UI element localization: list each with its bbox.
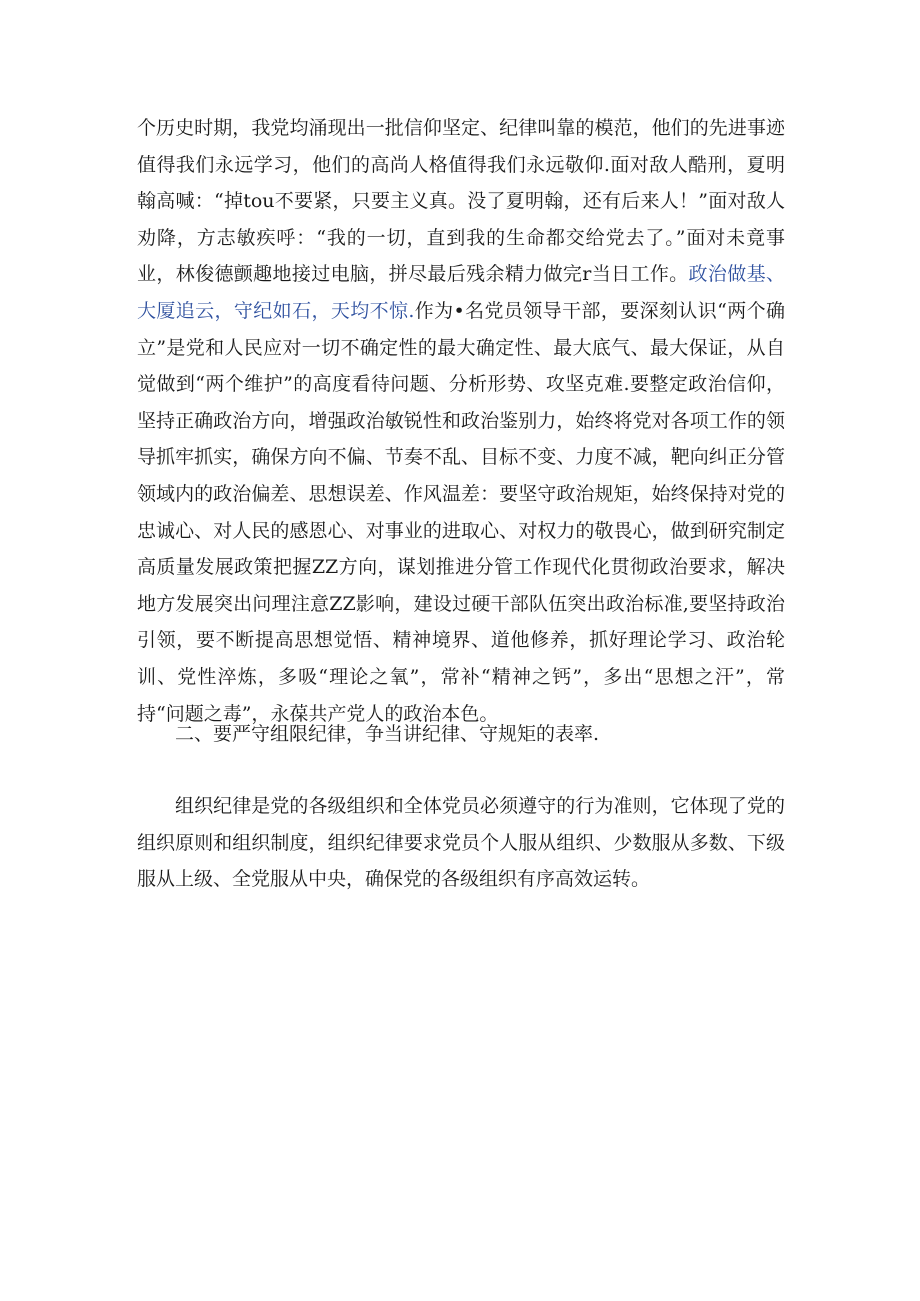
highlighted-phrase: 政治做基、大厦追云，守纪如石，天均不惊. [137, 263, 785, 322]
body-paragraph [137, 110, 785, 732]
section-heading: 二、要严守组限纪律，争当讲纪律、守规矩的表率. [175, 723, 600, 745]
paragraph-text-before: 个历史时期，我党均涌现出一批信仰坚定、纪律叫靠的模范，他们的先进事迹值得我们永远学习，他们的高尚人格值得我们永远敬仰.面对敌人酷刑，夏明翰高喊：“掉tou不要紧，只要主义真。没了夏明翰，还有后来人！”面对敌人劝降，方志敏疾呼：“我的一切，直到我的生命都交给党去了。”面对未竟事业，林俊德颤趣地接过电脑，拼尽最后残余精力做完r当日工作。 [137, 117, 785, 286]
paragraph-text-after: 作为•名党员领导干部，要深刻认识“两个确立”是党和人民应对一切不确定性的最大确定性、最大底气、最大保证，从自觉做到“两个维护”的高度看待问题、分析形势、攻坚克难.要整定政治信仰，坚持正确政治方向，增强政治敏锐性和政治鉴别力，始终将党对各项工作的领导抓牢抓实，确保方向不偏、节奏不乱、目标不变、力度不减，靶向纠正分管领域内的政治偏差、思想误差、作风温差：要坚守政治规矩，始终保持对党的忠诚心、对人民的感恩心、对事业的进取心、对权力的敬畏心，做到研究制定高质量发展政策把握ZZ方向，谋划推进分管工作现代化贯彻政治要求，解决地方发展突出问理注意ZZ影响，建设过硬干部队伍突出政治标准,要坚持政治引领，要不断提高思想觉悟、精神境界、道他修养，抓好理论学习、政治轮训、党性淬炼，多吸“理论之氧”，常补“精神之钙”，多出“思想之汗”，常持“问题之毒”，永葆共产党人的政治本色。 [137, 299, 785, 725]
body-paragraph-organization: 组织纪律是党的各级组织和全体党员必须遵守的行为准则，它体现了党的组织原则和组织制度，组织纪律要求党员个人服从组织、少数服从多数、下级服从上级、全党服从中央，确保党的各级组织有序高效运转。 [137, 795, 785, 891]
